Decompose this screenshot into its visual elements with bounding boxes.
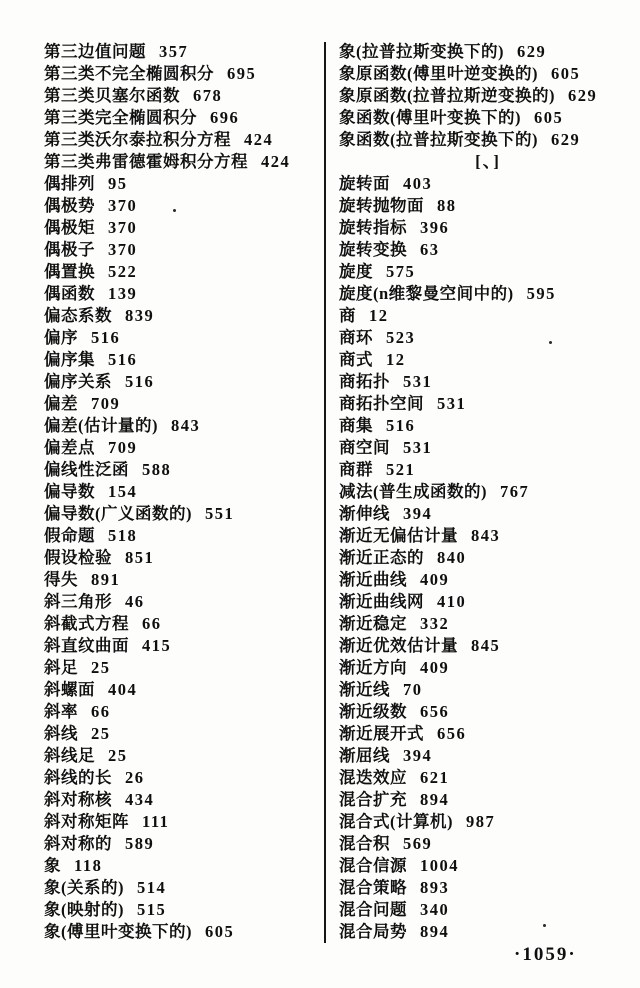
index-entry [339, 283, 637, 305]
entry-term: 斜线足 [44, 746, 95, 765]
entry-page-number: 656 [420, 702, 450, 721]
index-entry [339, 481, 637, 503]
index-entry [44, 107, 322, 129]
index-entry [339, 63, 637, 85]
entry-term: 斜对称矩阵 [44, 812, 129, 831]
index-entry [44, 151, 322, 173]
index-entry [339, 437, 637, 459]
entry-page-number: 575 [386, 262, 416, 281]
index-entry [339, 921, 637, 943]
entry-page-number: 605 [551, 64, 581, 83]
index-entry [339, 635, 637, 657]
entry-term: 偏序 [44, 328, 78, 347]
entry-term: 减法(普生成函数的) [339, 482, 487, 501]
index-entry [44, 481, 322, 503]
index-entry [339, 129, 637, 151]
index-entry [44, 613, 322, 635]
entry-term: 偶函数 [44, 284, 95, 303]
index-entry [339, 569, 637, 591]
index-entry [44, 173, 322, 195]
index-entry [44, 283, 322, 305]
entry-page-number: 518 [108, 526, 138, 545]
index-entry [339, 723, 637, 745]
index-entry [44, 657, 322, 679]
entry-term: 混合信源 [339, 856, 407, 875]
entry-term: 渐近展开式 [339, 724, 424, 743]
entry-page-number: 415 [142, 636, 172, 655]
index-entry [339, 195, 637, 217]
index-entry [44, 591, 322, 613]
scan-speck [173, 209, 176, 212]
entry-page-number: 522 [108, 262, 138, 281]
entry-term: 旋转变换 [339, 240, 407, 259]
entry-term: 第三类弗雷德霍姆积分方程 [44, 152, 248, 171]
entry-term: 混合积 [339, 834, 390, 853]
entry-page-number: 25 [91, 724, 111, 743]
entry-page-number: 523 [386, 328, 416, 347]
entry-term: 象原函数(拉普拉斯逆变换的) [339, 86, 555, 105]
entry-term: 偏导数 [44, 482, 95, 501]
entry-term: 商空间 [339, 438, 390, 457]
entry-term: 商 [339, 306, 356, 325]
entry-page-number: 531 [403, 438, 433, 457]
entry-term: 旋度 [339, 262, 373, 281]
entry-page-number: 70 [403, 680, 423, 699]
entry-page-number: 851 [125, 548, 155, 567]
index-entry [339, 239, 637, 261]
index-entry [44, 811, 322, 833]
index-entry [44, 833, 322, 855]
entry-page-number: 88 [437, 196, 457, 215]
entry-page-number: 551 [205, 504, 235, 523]
entry-term: 商环 [339, 328, 373, 347]
index-entry [339, 525, 637, 547]
entry-term: 偶极子 [44, 240, 95, 259]
entry-page-number: 139 [108, 284, 138, 303]
entry-page-number: 340 [420, 900, 450, 919]
entry-page-number: 843 [471, 526, 501, 545]
entry-page-number: 894 [420, 922, 450, 941]
entry-page-number: 569 [403, 834, 433, 853]
entry-term: 偏差点 [44, 438, 95, 457]
index-entry [339, 789, 637, 811]
index-entry [44, 679, 322, 701]
scan-speck [549, 341, 552, 344]
entry-page-number: 515 [137, 900, 167, 919]
entry-term: 渐近正态的 [339, 548, 424, 567]
entry-page-number: 26 [125, 768, 145, 787]
index-entry [339, 305, 637, 327]
entry-page-number: 409 [420, 570, 450, 589]
entry-page-number: 403 [403, 174, 433, 193]
index-entry [44, 63, 322, 85]
entry-page-number: 370 [108, 240, 138, 259]
entry-page-number: 709 [91, 394, 121, 413]
entry-page-number: 1004 [420, 856, 459, 875]
entry-term: 旋度(n维黎曼空间中的) [339, 284, 514, 303]
entry-term: 斜截式方程 [44, 614, 129, 633]
entry-page-number: 531 [437, 394, 467, 413]
entry-page-number: 332 [420, 614, 450, 633]
index-entry [44, 195, 322, 217]
entry-term: 偶极矩 [44, 218, 95, 237]
entry-term: 偶排列 [44, 174, 95, 193]
entry-page-number: 588 [142, 460, 172, 479]
index-entry [339, 371, 637, 393]
entry-term: 斜对称的 [44, 834, 112, 853]
entry-page-number: 678 [193, 86, 223, 105]
entry-term: 商式 [339, 350, 373, 369]
entry-page-number: 95 [108, 174, 128, 193]
entry-term: 斜螺面 [44, 680, 95, 699]
entry-term: 渐伸线 [339, 504, 390, 523]
entry-page-number: 516 [125, 372, 155, 391]
entry-term: 斜率 [44, 702, 78, 721]
entry-page-number: 656 [437, 724, 467, 743]
index-entry [44, 437, 322, 459]
entry-term: 假命题 [44, 526, 95, 545]
entry-page-number: 25 [91, 658, 111, 677]
entry-page-number: 629 [568, 86, 598, 105]
entry-term: 旋转指标 [339, 218, 407, 237]
entry-term: 偏线性泛函 [44, 460, 129, 479]
index-entry [339, 877, 637, 899]
index-entry [339, 173, 637, 195]
entry-page-number: 894 [420, 790, 450, 809]
entry-page-number: 891 [91, 570, 121, 589]
entry-page-number: 843 [171, 416, 201, 435]
entry-page-number: 394 [403, 504, 433, 523]
index-entry [44, 129, 322, 151]
entry-page-number: 516 [386, 416, 416, 435]
index-entry [44, 855, 322, 877]
entry-page-number: 595 [526, 284, 556, 303]
entry-term: 斜三角形 [44, 592, 112, 611]
entry-term: 偏导数(广义函数的) [44, 504, 192, 523]
entry-page-number: 154 [108, 482, 138, 501]
index-entry [44, 261, 322, 283]
index-entry [339, 767, 637, 789]
index-entry [44, 393, 322, 415]
entry-page-number: 424 [244, 130, 274, 149]
entry-term: 渐近线 [339, 680, 390, 699]
entry-page-number: 589 [125, 834, 155, 853]
entry-term: 混合策略 [339, 878, 407, 897]
entry-page-number: 394 [403, 746, 433, 765]
index-entry [339, 217, 637, 239]
entry-term: 混合局势 [339, 922, 407, 941]
index-entry [44, 899, 322, 921]
entry-page-number: 111 [142, 812, 170, 831]
index-entry [44, 239, 322, 261]
entry-term: 混合式(计算机) [339, 812, 453, 831]
index-entry [339, 811, 637, 833]
index-entry [339, 459, 637, 481]
entry-term: 渐屈线 [339, 746, 390, 765]
entry-page-number: 709 [108, 438, 138, 457]
index-entry [44, 547, 322, 569]
entry-term: 第三类沃尔泰拉积分方程 [44, 130, 231, 149]
entry-page-number: 370 [108, 218, 138, 237]
entry-page-number: 629 [517, 42, 547, 61]
index-entry [44, 305, 322, 327]
entry-term: 象原函数(傅里叶逆变换的) [339, 64, 538, 83]
index-entry [339, 393, 637, 415]
index-entry [44, 525, 322, 547]
entry-page-number: 531 [403, 372, 433, 391]
entry-page-number: 696 [210, 108, 240, 127]
entry-page-number: 410 [437, 592, 467, 611]
index-entry [44, 459, 322, 481]
index-entry [44, 349, 322, 371]
entry-page-number: 370 [108, 196, 138, 215]
index-entry [339, 349, 637, 371]
entry-term: 商群 [339, 460, 373, 479]
index-entry [44, 41, 322, 63]
entry-term: 商拓扑空间 [339, 394, 424, 413]
index-entry [44, 327, 322, 349]
index-entry [339, 107, 637, 129]
index-entry [339, 833, 637, 855]
index-entry [44, 767, 322, 789]
index-entry [339, 261, 637, 283]
entry-term: 混合问题 [339, 900, 407, 919]
entry-page-number: 767 [500, 482, 530, 501]
entry-term: 第三类贝塞尔函数 [44, 86, 180, 105]
index-entry [339, 855, 637, 877]
entry-term: 象(映射的) [44, 900, 124, 919]
entry-page-number: 409 [420, 658, 450, 677]
column-divider-rule [324, 42, 326, 943]
entry-term: 渐近曲线 [339, 570, 407, 589]
entry-term: 斜对称核 [44, 790, 112, 809]
index-entry [339, 547, 637, 569]
entry-page-number: 845 [471, 636, 501, 655]
index-entry [44, 371, 322, 393]
entry-page-number: 987 [466, 812, 496, 831]
index-entry [339, 327, 637, 349]
scan-speck [543, 924, 546, 927]
entry-term: 斜直纹曲面 [44, 636, 129, 655]
entry-term: 渐近曲线网 [339, 592, 424, 611]
entry-page-number: 46 [125, 592, 145, 611]
entry-term: 商集 [339, 416, 373, 435]
index-entry [44, 415, 322, 437]
entry-term: 第三类完全椭圆积分 [44, 108, 197, 127]
index-entry [44, 85, 322, 107]
index-column-right [339, 41, 637, 943]
entry-page-number: 514 [137, 878, 167, 897]
entry-term: 混迭效应 [339, 768, 407, 787]
entry-term: 渐近无偏估计量 [339, 526, 458, 545]
index-column-left [44, 41, 322, 943]
entry-term: 旋转抛物面 [339, 196, 424, 215]
entry-term: 第三类不完全椭圆积分 [44, 64, 214, 83]
entry-page-number: 840 [437, 548, 467, 567]
index-entry [44, 723, 322, 745]
entry-term: 混合扩充 [339, 790, 407, 809]
entry-page-number: 63 [420, 240, 440, 259]
entry-page-number: 404 [108, 680, 138, 699]
index-entry [339, 613, 637, 635]
index-entry [44, 701, 322, 723]
entry-term: 偏差(估计量的) [44, 416, 158, 435]
entry-page-number: 12 [386, 350, 406, 369]
index-entry [44, 789, 322, 811]
entry-term: 偶置换 [44, 262, 95, 281]
entry-term: 偏序集 [44, 350, 95, 369]
entry-term: 偏态系数 [44, 306, 112, 325]
index-entry [339, 503, 637, 525]
stroke-section-header: [、] [475, 152, 501, 171]
entry-page-number: 434 [125, 790, 155, 809]
entry-term: 渐近方向 [339, 658, 407, 677]
entry-page-number: 521 [386, 460, 416, 479]
index-entry [339, 899, 637, 921]
entry-term: 象(拉普拉斯变换下的) [339, 42, 504, 61]
index-entry [44, 635, 322, 657]
entry-term: 象(傅里叶变换下的) [44, 922, 192, 941]
entry-page-number: 357 [159, 42, 189, 61]
entry-term: 偏差 [44, 394, 78, 413]
entry-term: 渐近级数 [339, 702, 407, 721]
entry-term: 斜线的长 [44, 768, 112, 787]
entry-term: 象函数(傅里叶变换下的) [339, 108, 521, 127]
index-entry [339, 41, 637, 63]
index-entry [44, 569, 322, 591]
entry-term: 渐近优效估计量 [339, 636, 458, 655]
entry-page-number: 893 [420, 878, 450, 897]
index-entry [339, 679, 637, 701]
entry-term: 假设检验 [44, 548, 112, 567]
index-entry [339, 85, 637, 107]
entry-term: 象(关系的) [44, 878, 124, 897]
entry-term: 偶极势 [44, 196, 95, 215]
entry-page-number: 621 [420, 768, 450, 787]
entry-term: 象 [44, 856, 61, 875]
index-entry [44, 877, 322, 899]
index-entry [44, 503, 322, 525]
index-entry [44, 921, 322, 943]
entry-term: 斜线 [44, 724, 78, 743]
entry-term: 渐近稳定 [339, 614, 407, 633]
index-entry [339, 591, 637, 613]
entry-term: 商拓扑 [339, 372, 390, 391]
entry-page-number: 839 [125, 306, 155, 325]
entry-page-number: 66 [142, 614, 162, 633]
entry-page-number: 695 [227, 64, 257, 83]
entry-page-number: 424 [261, 152, 291, 171]
entry-term: 第三边值问题 [44, 42, 146, 61]
entry-page-number: 629 [551, 130, 581, 149]
index-entry [44, 217, 322, 239]
entry-page-number: 25 [108, 746, 128, 765]
entry-term: 象函数(拉普拉斯变换下的) [339, 130, 538, 149]
index-entry [339, 701, 637, 723]
entry-page-number: 516 [91, 328, 121, 347]
index-entry [339, 745, 637, 767]
entry-term: 斜足 [44, 658, 78, 677]
entry-page-number: 118 [74, 856, 103, 875]
entry-term: 得失 [44, 570, 78, 589]
entry-page-number: 605 [205, 922, 235, 941]
index-entry [44, 745, 322, 767]
entry-page-number: 66 [91, 702, 111, 721]
page-number-folio: ·1059· [514, 944, 577, 965]
entry-page-number: 12 [369, 306, 389, 325]
index-entry [339, 415, 637, 437]
entry-term: 偏序关系 [44, 372, 112, 391]
entry-page-number: 516 [108, 350, 138, 369]
entry-term: 旋转面 [339, 174, 390, 193]
index-entry [339, 657, 637, 679]
entry-page-number: 605 [534, 108, 564, 127]
entry-page-number: 396 [420, 218, 450, 237]
